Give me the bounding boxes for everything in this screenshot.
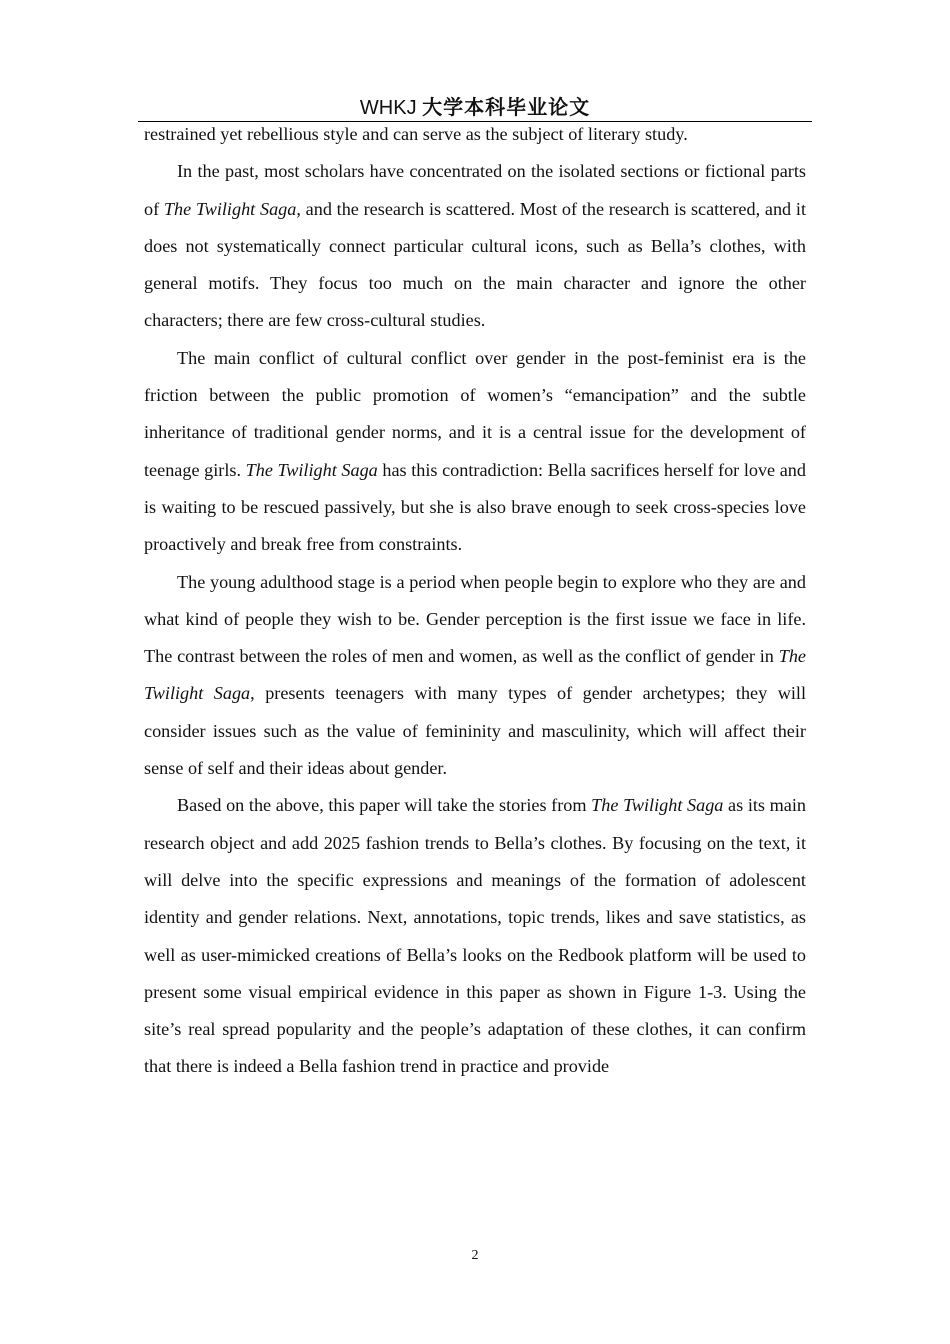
header-institution-code: WHKJ: [359, 97, 417, 119]
main-body-text: [144, 116, 806, 1086]
paragraph-text: In the past, most scholars have concentrated on the isolated sections or fictional parts of: [144, 161, 806, 219]
paragraph-text: The young adulthood stage is a period when people begin to explore who they are and what kind of people they wish to be. Gender perception is the first issue we face in life. The contrast between the roles of men and women, as well as the conflict of gender in: [144, 571, 806, 667]
book-title: The Twilight Saga: [591, 795, 724, 816]
paragraph-text: restrained yet rebellious style and can serve as the subject of literary study.: [144, 124, 688, 144]
paragraph-young-adulthood: [144, 564, 806, 788]
header-thesis-title: 大学本科毕业论文: [422, 95, 591, 119]
paragraph-text: , and the research is scattered. Most of the research is scattered, and it does not systematically connect particular cultural icons, such as Bella’s clothes, with general motifs. They focus too much on the main character and ignore the other characters; there are few cross-cultural studies.: [144, 198, 806, 331]
book-title: The Twilight Saga: [163, 198, 297, 219]
paragraph-continuation: [144, 116, 806, 153]
paragraph-research-plan: [144, 787, 806, 1085]
book-title: The Twilight Saga: [245, 459, 378, 480]
paragraph-text: Based on the above, this paper will take the stories from: [177, 795, 592, 816]
paragraph-gender-conflict: [144, 340, 806, 564]
paragraph-prior-research: [144, 153, 806, 339]
paragraph-text: as its main research object and add 2025 fashion trends to Bella’s clothes. By focusing on the text, it will delve into the specific expressions and meanings of the formation of adolescent identity and gender relations. Next, annotations, topic trends, likes and save statistics, as well as user-mimicked creations of Bella’s looks on the Redbook platform will be used to present some visual empirical evidence in this paper as shown in Figure 1-3. Using the site’s real spread popularity and the people’s adaptation of these clothes, it can confirm that there is indeed a Bella fashion trend in practice and provide: [144, 795, 807, 1077]
book-title: The Twilight Saga: [144, 646, 806, 704]
paragraph-text: , presents teenagers with many types of gender archetypes; they will consider issues such as the value of femininity and masculinity, which will affect their sense of self and their ideas about gender.: [144, 683, 806, 779]
paragraph-text: The main conflict of cultural conflict over gender in the post-feminist era is the friction between the public promotion of women’s “emancipation” and the subtle inheritance of traditional gender norms, and it is a central issue for the development of teenage girls.: [144, 347, 806, 480]
page-number: 2: [471, 1248, 479, 1263]
paragraph-text: has this contradiction: Bella sacrifices herself for love and is waiting to be rescued passively, but she is also brave enough to seek cross-species love proactively and break free from constraints.: [144, 459, 806, 555]
